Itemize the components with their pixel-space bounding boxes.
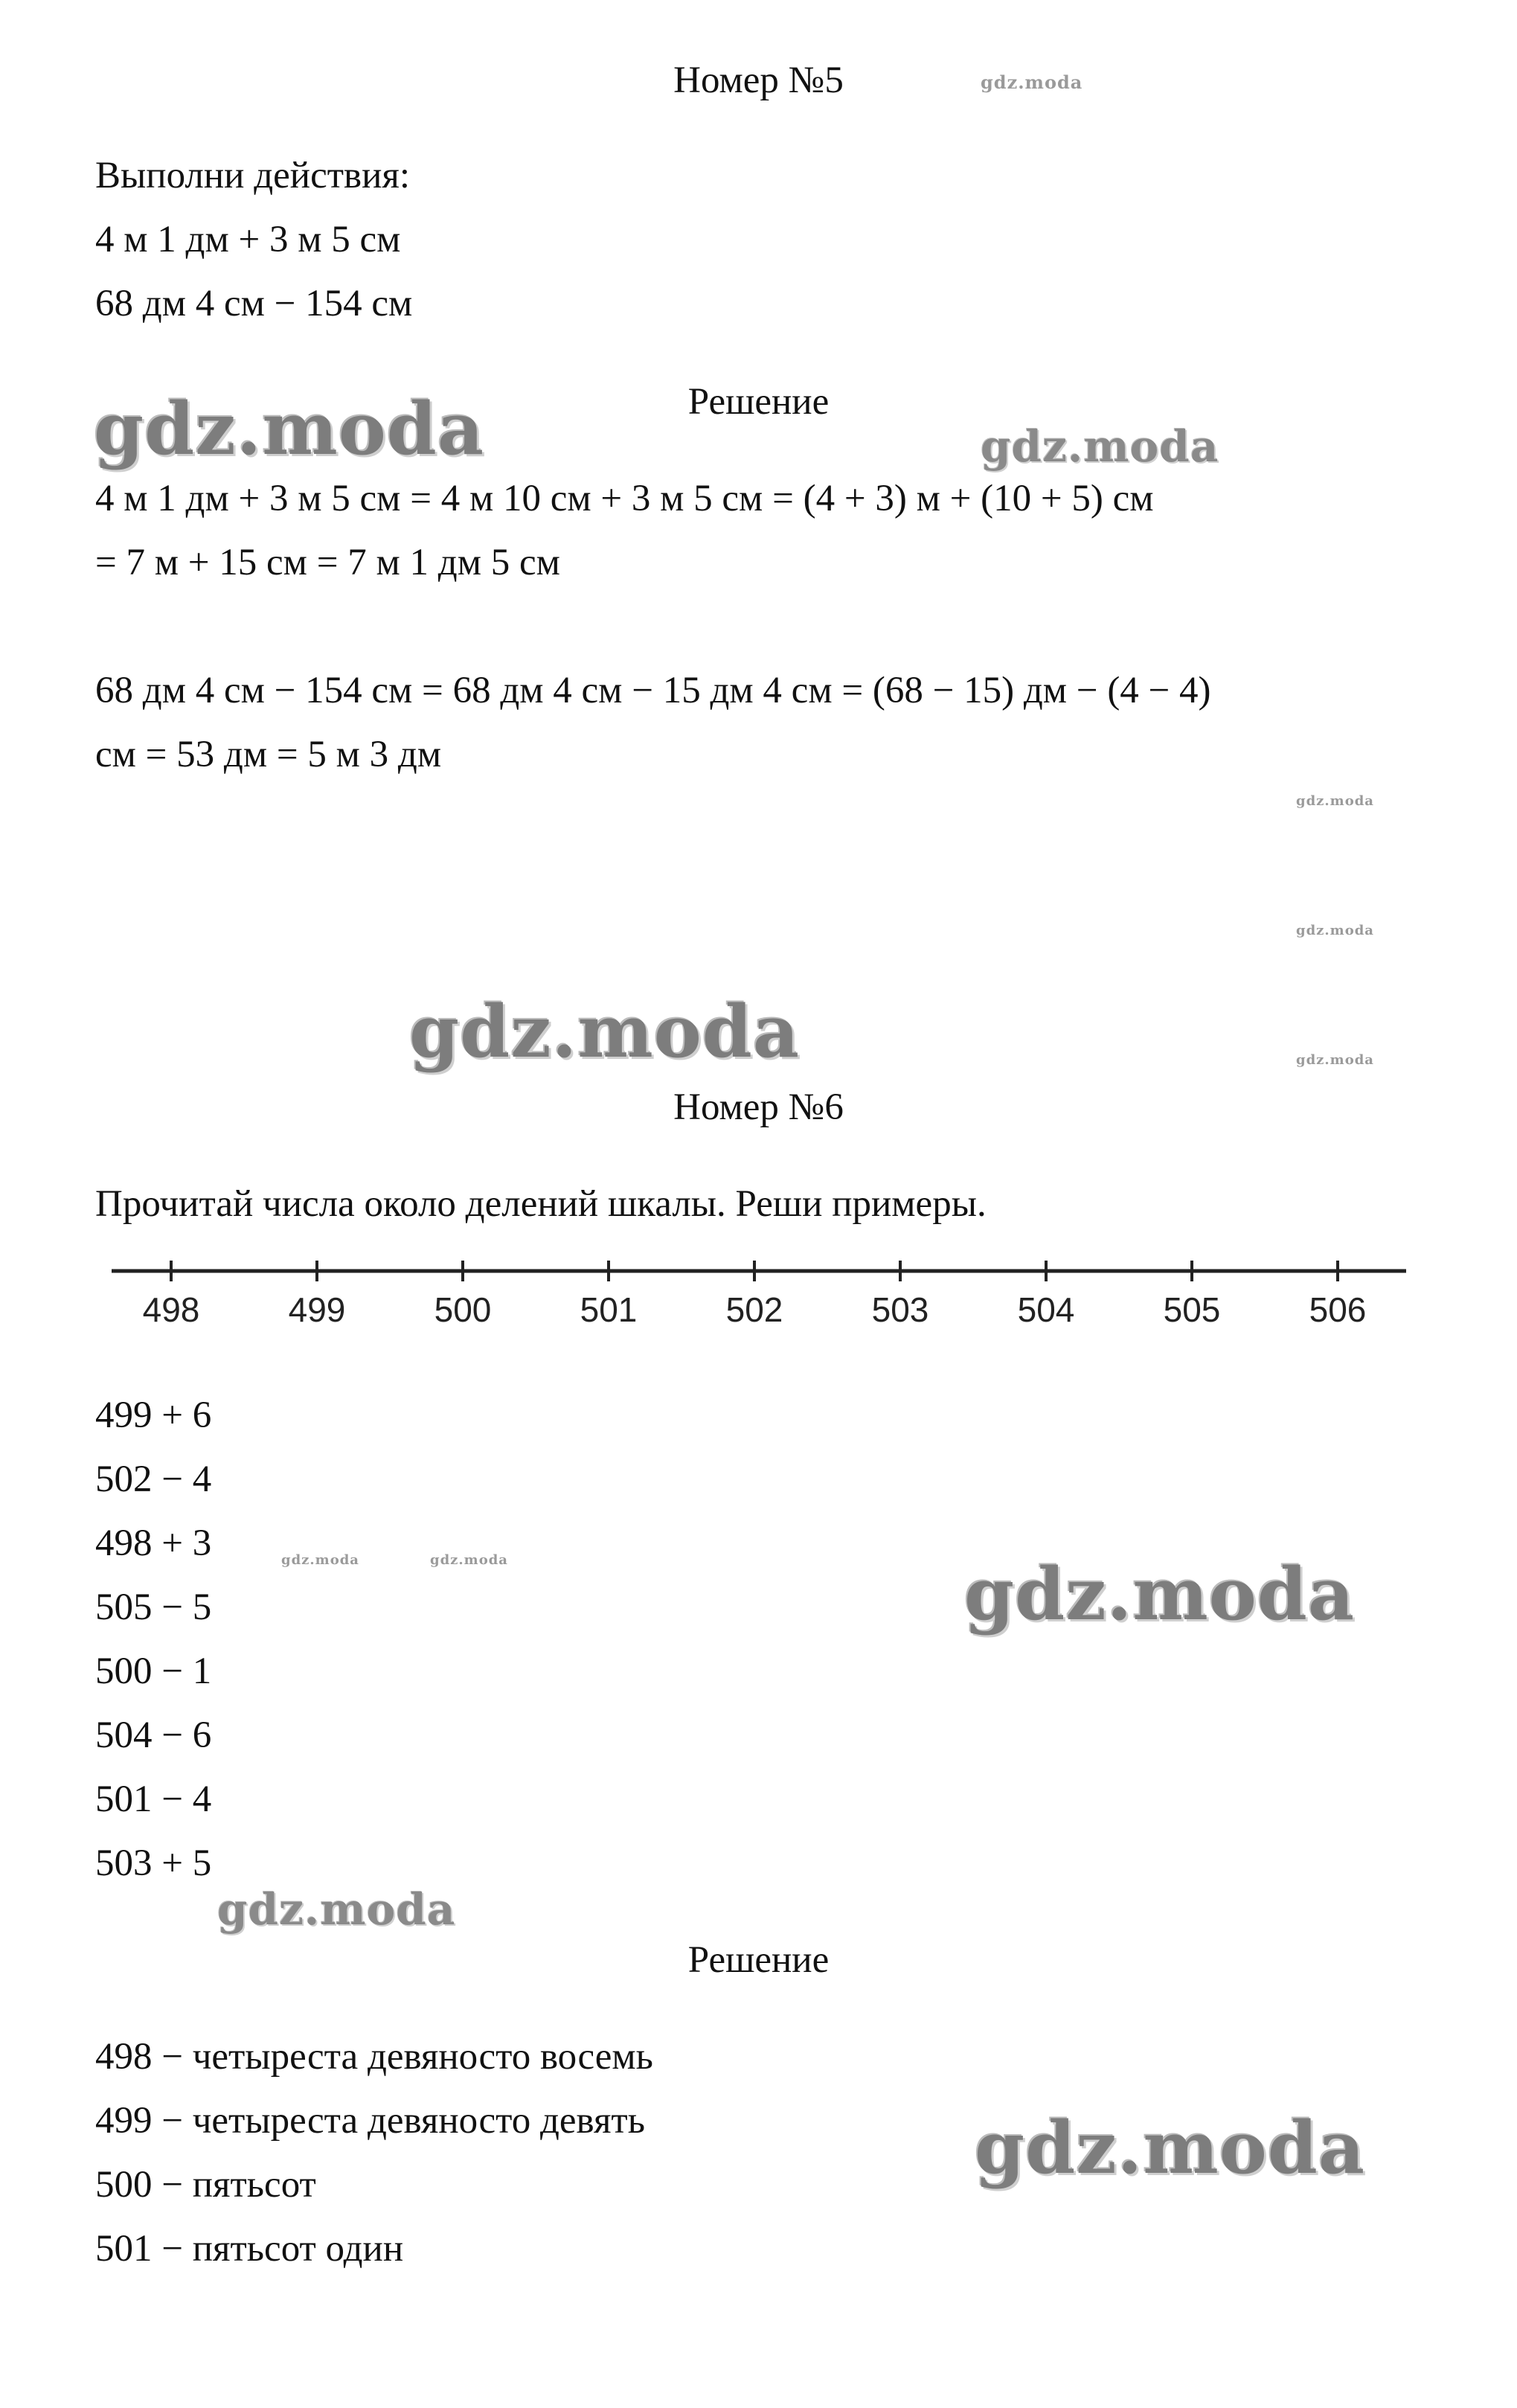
section6-task: Прочитай числа около делений шкалы. Реши примеры. — [95, 1183, 987, 1225]
section6-title: Номер №6 — [673, 1086, 844, 1128]
watermark: gdz.moda — [281, 1552, 359, 1568]
section5-solution-line-3: 68 дм 4 см − 154 см = 68 дм 4 см − 15 дм 4 см = (68 − 15) дм − (4 − 4) — [95, 670, 1211, 711]
example-5: 500 − 1 — [95, 1650, 212, 1692]
section6-solution-line-1: 498 − четыреста девяносто восемь — [95, 2036, 653, 2078]
section6-solution-title: Решение — [687, 1939, 830, 1981]
number-scale — [97, 1241, 1421, 1331]
watermark: gdz.moda — [981, 421, 1219, 472]
example-2: 502 − 4 — [95, 1458, 212, 1500]
watermark: gdz.moda — [217, 1884, 456, 1935]
example-4: 505 − 5 — [95, 1586, 212, 1628]
scale-tick-label: 505 — [1163, 1290, 1221, 1329]
scale-tick-label: 499 — [288, 1290, 346, 1329]
section5-solution-line-1: 4 м 1 дм + 3 м 5 см = 4 м 10 см + 3 м 5 см = (4 + 3) м + (10 + 5) см — [95, 478, 1154, 519]
section5-solution-line-2: = 7 м + 15 см = 7 м 1 дм 5 см — [95, 542, 560, 583]
watermark: gdz.moda — [430, 1552, 508, 1568]
section6-solution-line-4: 501 − пятьсот один — [95, 2228, 404, 2270]
example-1: 499 + 6 — [95, 1394, 212, 1436]
example-8: 503 + 5 — [95, 1842, 212, 1884]
scale-tick-label: 502 — [725, 1290, 783, 1329]
watermark: gdz.moda — [964, 1552, 1356, 1636]
section5-title: Номер №5 — [673, 60, 844, 101]
section5-solution-title: Решение — [687, 381, 830, 423]
scale-tick-label: 506 — [1309, 1290, 1367, 1329]
section5-expression-2: 68 дм 4 см − 154 см — [95, 283, 413, 324]
watermark: gdz.moda — [1296, 793, 1374, 809]
section5-expression-1: 4 м 1 дм + 3 м 5 см — [95, 219, 401, 260]
scale-tick-label: 504 — [1017, 1290, 1075, 1329]
scale-tick-label: 500 — [434, 1290, 492, 1329]
watermark: gdz.moda — [1296, 923, 1374, 938]
scale-tick-label: 503 — [871, 1290, 929, 1329]
watermark: gdz.moda — [94, 387, 485, 471]
scale-tick-label: 498 — [142, 1290, 200, 1329]
example-6: 504 − 6 — [95, 1714, 212, 1756]
section5-task: Выполни действия: — [95, 155, 410, 196]
watermark: gdz.moda — [409, 990, 801, 1074]
section6-solution-line-3: 500 − пятьсот — [95, 2164, 316, 2206]
watermark: gdz.moda — [975, 2106, 1366, 2190]
scale-tick-label: 501 — [580, 1290, 638, 1329]
section5-solution-line-4: см = 53 дм = 5 м 3 дм — [95, 734, 442, 775]
example-7: 501 − 4 — [95, 1778, 212, 1820]
example-3: 498 + 3 — [95, 1522, 212, 1564]
section6-solution-line-2: 499 − четыреста девяносто девять — [95, 2100, 645, 2142]
number-scale-svg — [97, 1241, 1421, 1331]
watermark: gdz.moda — [1296, 1052, 1374, 1068]
watermark: gdz.moda — [981, 71, 1083, 93]
